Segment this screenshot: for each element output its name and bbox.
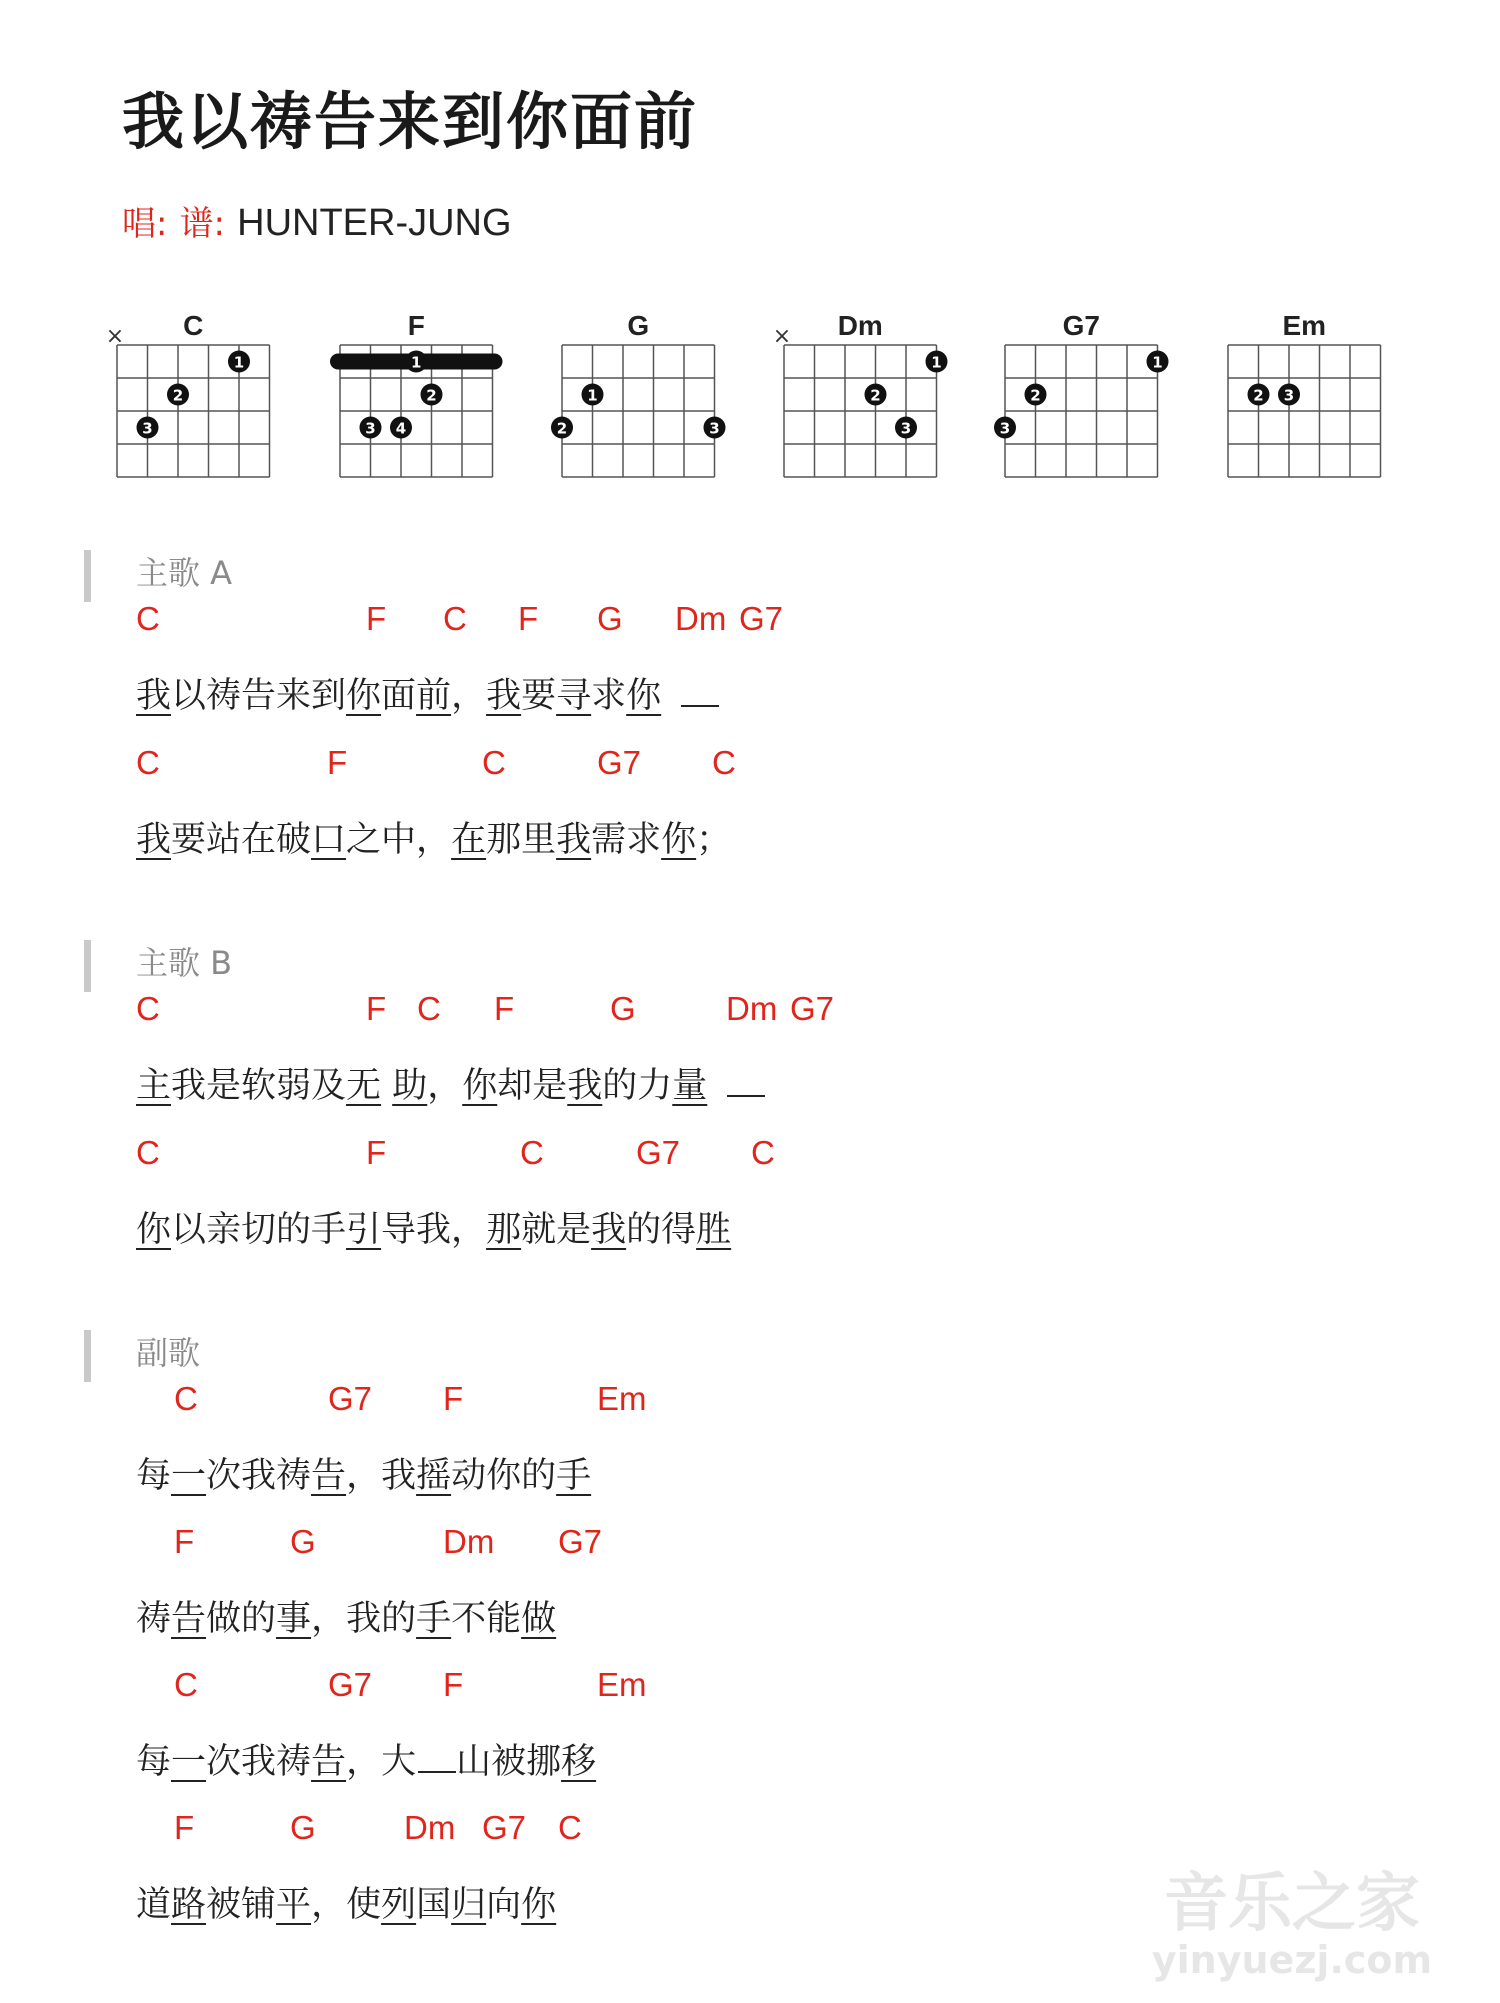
lyric-segment: ，我 (346, 1456, 417, 1496)
chord-name-label: F (407, 310, 425, 341)
lyric-segment (381, 1066, 392, 1106)
finger-dot (360, 417, 382, 439)
lyric-line (136, 812, 731, 862)
section-label: 主歌 A (136, 554, 233, 592)
lyric-segment: 主 (136, 1066, 172, 1106)
lyric-segment: 那 (486, 1210, 522, 1250)
chord-symbol: F (327, 744, 348, 781)
lyric-segment: 你 (136, 1210, 172, 1250)
lyric-segment: 我 (556, 820, 592, 860)
lyric-line (136, 1058, 765, 1108)
lyric-segment: 你 (521, 1885, 557, 1925)
finger-dot (865, 384, 887, 406)
chord-symbol: G (290, 1523, 316, 1560)
chord-symbol: F (366, 1134, 387, 1171)
section-label: 副歌 (136, 1334, 201, 1372)
chord-symbol: Em (597, 1380, 647, 1417)
chord-symbol: G7 (790, 990, 835, 1027)
svg-text:1: 1 (411, 353, 422, 372)
lyric-segment: 你 (626, 676, 662, 716)
lyric-segment: 寻 (556, 676, 592, 716)
lyric-segment: 祷 (136, 1599, 172, 1639)
chord-diagram-g (556, 305, 760, 485)
svg-text:3: 3 (142, 419, 153, 438)
chord-symbol: C (136, 990, 160, 1027)
svg-text:2: 2 (172, 386, 184, 405)
chord-symbol: G7 (636, 1134, 681, 1171)
chord-symbol: C (751, 1134, 775, 1171)
lyric-segment: 事 (276, 1599, 312, 1639)
finger-dot (421, 384, 443, 406)
chord-symbol: G7 (328, 1666, 373, 1703)
section-label: 主歌 B (136, 944, 233, 982)
chord-symbol: C (174, 1666, 198, 1703)
chord-symbol: G (290, 1809, 316, 1846)
chord-name-label: G (627, 310, 650, 341)
svg-text:3: 3 (709, 419, 720, 438)
lyric-segment: 我 (136, 820, 172, 860)
chord-symbol: F (366, 990, 387, 1027)
svg-text:2: 2 (426, 386, 437, 405)
finger-dot (1248, 384, 1270, 406)
svg-text:2: 2 (1030, 386, 1041, 405)
svg-text:3: 3 (900, 419, 912, 438)
lyric-line (136, 1877, 556, 1927)
lyric-segment: ，大 (346, 1742, 417, 1782)
chord-symbol: G (597, 600, 623, 637)
lyric-segment: 我 (136, 676, 172, 716)
chord-symbol: C (136, 1134, 160, 1171)
chord-line (0, 1523, 1500, 1569)
lyric-segment: 那里 (486, 820, 557, 860)
lyric-segment: 告 (311, 1456, 347, 1496)
svg-text:2: 2 (870, 386, 881, 405)
svg-text:1: 1 (931, 353, 942, 372)
lyric-line (136, 668, 719, 718)
lyric-segment: 量 (672, 1066, 708, 1106)
lyric-segment: 之中， (346, 820, 452, 860)
svg-text:3: 3 (999, 419, 1011, 438)
finger-dot (926, 351, 948, 373)
svg-text:4: 4 (395, 419, 407, 438)
lyric-line (136, 1591, 556, 1641)
lyric-segment: 我是软弱及 (171, 1066, 347, 1106)
lyric-segment: 山被挪 (456, 1742, 562, 1782)
chord-line (0, 600, 1500, 646)
lyric-segment: 做的 (206, 1599, 277, 1639)
lyric-segment: 被铺 (206, 1885, 277, 1925)
svg-text:2: 2 (1253, 386, 1264, 405)
chord-symbol: G7 (558, 1523, 603, 1560)
page-title: 我以祷告来到你面前 (122, 85, 699, 158)
chord-symbol: F (443, 1380, 464, 1417)
svg-text:3: 3 (1283, 386, 1295, 405)
lyric-blank (681, 675, 719, 707)
lyric-segment: 就是 (521, 1210, 592, 1250)
lyric-segment: 面 (381, 676, 417, 716)
watermark-logo (1112, 1855, 1472, 1985)
finger-dot (582, 384, 604, 406)
lyric-segment: 我 (567, 1066, 603, 1106)
chord-diagram-dm (772, 305, 982, 485)
chord-symbol: Dm (404, 1809, 456, 1846)
lyric-segment: 国 (416, 1885, 452, 1925)
watermark-url: yinyuezj.com (1151, 1938, 1433, 1982)
lyric-segment: 求 (591, 676, 627, 716)
chord-symbol: F (518, 600, 539, 637)
lyric-segment: 每 (136, 1742, 172, 1782)
lyric-segment: 手 (556, 1456, 592, 1496)
lyric-segment: 平 (276, 1885, 312, 1925)
finger-dot (405, 351, 427, 373)
lyric-segment: 我 (486, 676, 522, 716)
lyric-segment: 手 (416, 1599, 452, 1639)
lyric-segment: 移 (561, 1742, 597, 1782)
chord-line (0, 1380, 1500, 1426)
lyric-segment: ， (427, 1066, 463, 1106)
lyric-segment: 一 (171, 1456, 207, 1496)
chord-symbol: C (136, 600, 160, 637)
lyric-segment: 道 (136, 1885, 172, 1925)
chord-name-label: G7 (1062, 310, 1100, 341)
lyric-segment: 无 (346, 1066, 382, 1106)
chord-line (0, 1666, 1500, 1712)
chord-symbol: C (174, 1380, 198, 1417)
lyric-segment: 动你的 (451, 1456, 557, 1496)
lyric-segment: 的力 (602, 1066, 673, 1106)
chord-line (0, 744, 1500, 790)
lyric-segment: 要站在破 (171, 820, 312, 860)
chord-symbol: C (417, 990, 441, 1027)
finger-dot (390, 417, 412, 439)
chord-symbol: C (136, 744, 160, 781)
lyric-segment: 向 (486, 1885, 522, 1925)
chord-symbol: F (494, 990, 515, 1027)
chord-symbol: Dm (443, 1523, 495, 1560)
section-marker (84, 550, 91, 602)
lyric-segment: 你 (661, 820, 697, 860)
finger-dot (704, 417, 726, 439)
lyric-segment: 路 (171, 1885, 207, 1925)
finger-dot (1025, 384, 1047, 406)
finger-dot (551, 417, 573, 439)
finger-dot (1147, 351, 1169, 373)
lyric-segment: 胜 (696, 1210, 732, 1250)
lyric-segment: 你 (346, 676, 382, 716)
svg-text:1: 1 (233, 353, 245, 372)
chord-line (0, 1809, 1500, 1855)
lyric-segment: 引 (346, 1210, 382, 1250)
lyric-line (136, 1734, 596, 1784)
lyric-segment: 导我， (381, 1210, 487, 1250)
lyric-segment: 前 (416, 676, 452, 716)
section-marker (84, 940, 91, 992)
svg-text:2: 2 (556, 419, 568, 438)
lyric-segment: ，使 (311, 1885, 382, 1925)
lyric-segment: 告 (311, 1742, 347, 1782)
lyric-blank (727, 1065, 765, 1097)
chord-line (0, 1134, 1500, 1180)
watermark-text: 音乐之家 (1164, 1867, 1420, 1941)
lyric-segment: 的得 (626, 1210, 697, 1250)
chord-symbol: Em (597, 1666, 647, 1703)
svg-text:1: 1 (587, 386, 598, 405)
chord-symbol: G7 (328, 1380, 373, 1417)
lyric-blank (418, 1741, 456, 1773)
chord-symbol: Dm (726, 990, 778, 1027)
chord-symbol: F (174, 1809, 195, 1846)
finger-dot (1278, 384, 1300, 406)
finger-dot (895, 417, 917, 439)
chord-symbol: G7 (597, 744, 642, 781)
credits-line (122, 196, 512, 245)
chord-symbol: F (174, 1523, 195, 1560)
finger-dot (994, 417, 1016, 439)
lyric-segment: 做 (521, 1599, 557, 1639)
chord-symbol: F (366, 600, 387, 637)
chord-name-label: C (183, 310, 204, 341)
lyric-line (136, 1202, 731, 1252)
chord-name-label: Em (1282, 310, 1327, 341)
finger-dot (137, 417, 159, 439)
author-name: HUNTER-JUNG (237, 202, 512, 244)
chord-name-label: Dm (837, 310, 883, 341)
lyric-segment: 每 (136, 1456, 172, 1496)
lyric-segment: 次我祷 (206, 1742, 312, 1782)
chord-symbol: G7 (739, 600, 784, 637)
chord-diagram-c (105, 305, 315, 485)
svg-text:3: 3 (365, 419, 376, 438)
score-label: 谱: (179, 204, 226, 244)
lyric-segment: 以亲切的手 (171, 1210, 347, 1250)
lyric-segment: 要 (521, 676, 557, 716)
lyric-segment: 告 (171, 1599, 207, 1639)
chord-symbol: C (558, 1809, 582, 1846)
chord-symbol: Dm (675, 600, 727, 637)
lyric-segment: ，我的 (311, 1599, 417, 1639)
lyric-segment: 一 (171, 1742, 207, 1782)
lyric-segment: 需求 (591, 820, 662, 860)
chord-symbol: C (482, 744, 506, 781)
chord-diagram-g7 (999, 305, 1203, 485)
lyric-segment: 我 (591, 1210, 627, 1250)
lyric-segment: 以祷告来到 (171, 676, 347, 716)
lyric-segment: ， (451, 676, 487, 716)
chord-symbol: F (443, 1666, 464, 1703)
section-marker (84, 1330, 91, 1382)
lyric-line (136, 1448, 591, 1498)
chord-line (0, 990, 1500, 1036)
lyric-segment: 助 (392, 1066, 428, 1106)
lyric-segment: 列 (381, 1885, 417, 1925)
lyric-segment: 口 (311, 820, 347, 860)
lyric-segment: ； (696, 820, 732, 860)
chord-symbol: C (443, 600, 467, 637)
chord-diagram-f (338, 305, 538, 485)
lyric-segment: 归 (451, 1885, 487, 1925)
finger-dot (228, 351, 250, 373)
lyric-segment: 不能 (451, 1599, 522, 1639)
muted-string-icon: × (105, 324, 125, 349)
lyric-segment: 却是 (497, 1066, 568, 1106)
lyric-segment: 摇 (416, 1456, 452, 1496)
singer-label: 唱: (122, 204, 168, 244)
lyric-segment: 你 (462, 1066, 498, 1106)
lyric-segment: 在 (451, 820, 487, 860)
chord-symbol: G (610, 990, 636, 1027)
muted-string-icon: × (772, 324, 792, 349)
chord-diagram-em (1226, 305, 1426, 485)
chord-symbol: C (520, 1134, 544, 1171)
chord-symbol: G7 (482, 1809, 527, 1846)
chord-symbol: C (712, 744, 736, 781)
lyric-segment: 次我祷 (206, 1456, 312, 1496)
svg-text:1: 1 (1152, 353, 1163, 372)
finger-dot (167, 384, 189, 406)
